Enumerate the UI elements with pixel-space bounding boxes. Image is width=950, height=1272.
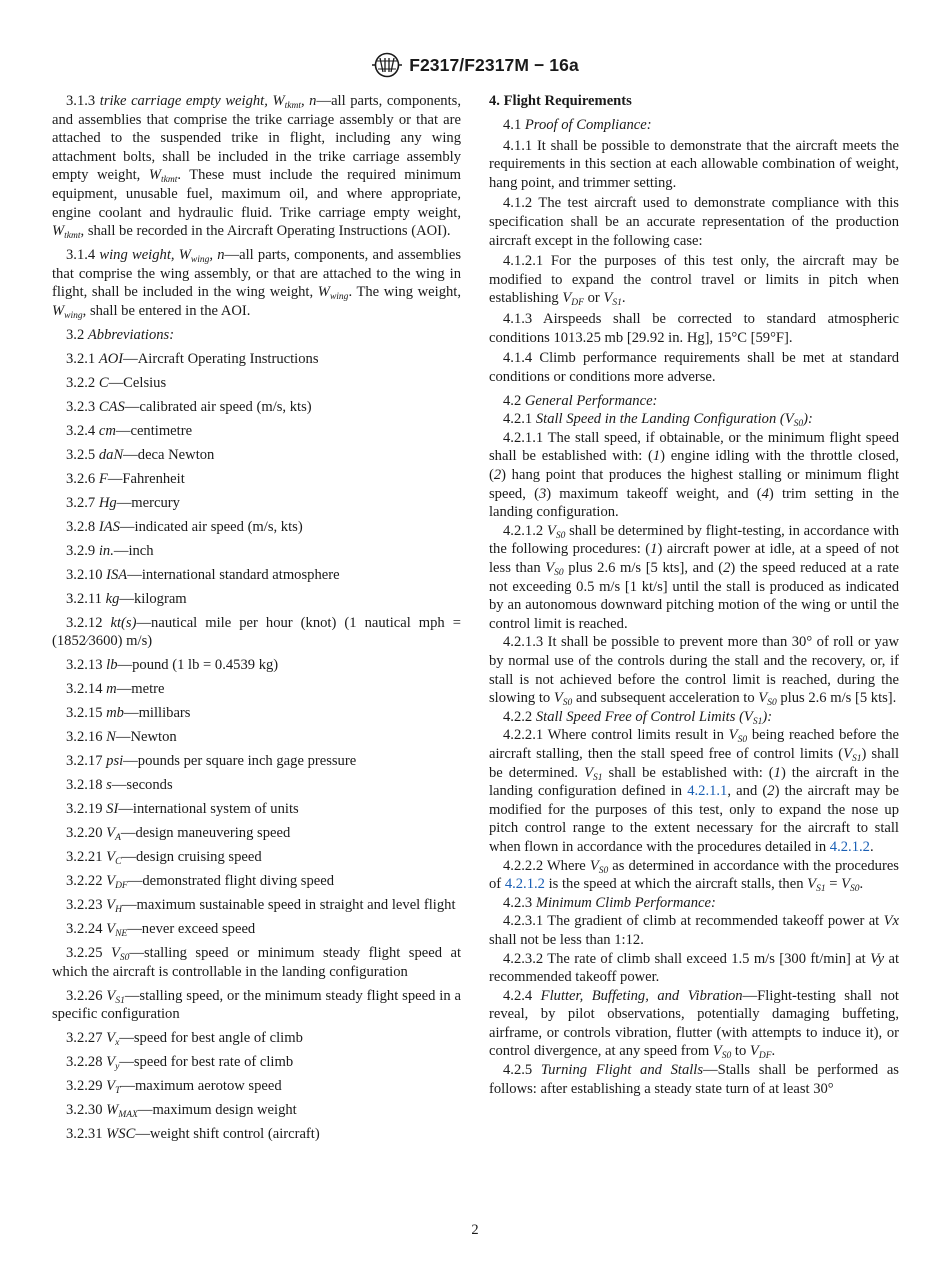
section-4-2-1-2: 4.2.1.2 $V_{S0}$ shall be determined by flight-testing, in accordance with the following procedures: (1) aircraft power at idle, at a speed of not less than $V_{S0}$ plus 2.6 m/s [5 kts], and (2) the speed reduced at a rate not exceeding 0.5 m/s [1 kt/s] until the stall is produced as indicated by an autonomous downward pitching motion of the wing or until the control limit is reached. [489,522,899,632]
section-4-1-2-1: 4.1.2.1 For the purposes of this test only, the aircraft may be modified to expand the control travel or limits in pitch when establishing $V_{DF}$ or $V_{S1}$. [489,253,899,309]
abbreviation-item: 3.2.22 $V_{DF}—demonstrated$ flight diving speed [66,873,335,892]
abbreviation-item: 3.2.9 in.—inch [66,542,154,559]
section-4-2-1: 4.2.1 Stall Speed in the Landing Configuration $(V_{S0})$: [503,411,813,430]
page-header [0,52,950,86]
right-column [489,92,899,1098]
abbreviation-item: 3.2.14 m—metre [66,681,165,698]
section-4-1: 4.1 Proof of Compliance: [503,116,652,133]
section-4-1-2: 4.1.2 The test aircraft used to demonstrate compliance with this specification shall be an accurate representation of the production aircraft except in the following case: [489,195,899,249]
section-4-2-2: 4.2.2 Stall Speed Free of Control Limits $(V_{S1})$: [503,708,773,727]
abbreviation-item: 3.2.2 C—Celsius [66,374,167,391]
abbreviation-item: 3.2.23 $V_H—maximum$ sustainable speed in straight and level flight [66,897,456,916]
abbreviation-item: 3.2.5 daN—deca Newton [66,446,215,463]
section-4-2-4: 4.2.4 Flutter, Buffeting, and Vibration—Flight-testing shall not reveal, by pilot observations, potentially damaging buffeting, airframe, or controls vibration, flutter (with attempts to induce it), or control divergence, at any speed from $V_{S0}$ to $V_{DF}$. [489,987,899,1062]
abbreviation-item: 3.2.21 $V_C—design$ cruising speed [66,849,262,868]
abbreviation-item: 3.2.6 F—Fahrenheit [66,470,185,487]
abbreviation-item: 3.2.15 mb—millibars [66,705,191,722]
link-4-2-1-1[interactable]: 4.2.1.1 [687,783,728,800]
abbreviation-item: 3.2.10 ISA—international standard atmosphere [66,566,340,583]
page-number: 2 [471,1222,479,1238]
abbreviation-item: 3.2.31 WSC—weight shift control (aircraft) [66,1126,320,1143]
abbreviation-item: 3.2.1 AOI—Aircraft Operating Instructions [66,350,319,367]
section-3-2-heading: 3.2 Abbreviations: [66,326,175,343]
standard-designation: F2317/F2317M − 16a [409,54,579,75]
left-column [52,92,461,1144]
abbreviation-item: 3.2.12 kt(s)—nautical mile per hour (knot) (1 nautical mph = (1852⁄3600) m/s) [52,614,461,650]
section-4-1-1: 4.1.1 It shall be possible to demonstrate that the aircraft meets the requirements in this section at each allowable combination of weight, hang point, and trimmer setting. [489,137,899,191]
section-4-1-3: 4.1.3 Airspeeds shall be corrected to standard atmospheric conditions 1013.25 mb [29.92 in. Hg], 15°C [59°F]. [489,310,899,346]
abbreviation-item: 3.2.17 psi—pounds per square inch gage pressure [66,753,357,770]
section-4-2-5: 4.2.5 Turning Flight and Stalls—Stalls shall be performed as follows: after establishing a steady state turn of at least 30° [489,1062,899,1097]
section-4-2-3: 4.2.3 Minimum Climb Performance: [503,894,716,911]
section-4-2-1-1: 4.2.1.1 The stall speed, if obtainable, or the minimum flight speed shall be established with: (1) engine idling with the throttle closed, (2) hang point that produces the highest stalling or minimum flight speed, (3) maximum takeoff weight, and (4) trim setting in the landing configuration. [489,429,900,521]
section-4-2-3-1: 4.2.3.1 The gradient of climb at recommended takeoff power at Vx shall not be less than 1:12. [489,913,899,948]
section-4-2-1-3: 4.2.1.3 It shall be possible to prevent more than 30° of roll or yaw by normal use of the controls during the stall and the recovery, or, if stall is not achieved before the control limit is reached, during the slowing to $V_{S0}$ and subsequent acceleration to $V_{S0}$ plus 2.6 m/s [5 kts]. [489,634,899,709]
abbreviation-item: 3.2.18 s—seconds [66,777,173,794]
link-4-2-1-2[interactable]: 4.2.1.2 [504,876,545,893]
link-4-2-1-2[interactable]: 4.2.1.2 [829,838,870,855]
abbreviation-item: 3.2.11 kg—kilogram [66,590,187,607]
abbreviation-item: 3.2.24 $V_{NE}—never$ exceed speed [66,921,256,940]
section-4-heading: 4. Flight Requirements [489,93,632,109]
section-3-1-4: 3.1.4 wing weight, $W_{wing}$, n—all parts, components, and assemblies that comprise the wing assembly, or that are attached to the wing in flight, shall be included in the wing weight, $W_{wing}$. The wing weight, $W_{wing}$, shall be entered in the AOI. [52,247,462,321]
abbreviation-item: 3.2.16 N—Newton [66,729,177,746]
abbreviation-item: 3.2.13 lb—pound (1 lb = 0.4539 kg) [66,657,279,674]
abbreviation-item: 3.2.7 Hg—mercury [66,494,180,511]
abbreviation-item: 3.2.28 $V_y—speed$ for best rate of climb [66,1054,294,1073]
abbreviation-item: 3.2.19 SI—international system of units [66,801,299,818]
abbreviation-item: 3.2.27 $V_x—speed$ for best angle of climb [66,1030,303,1049]
section-4-2-3-2: 4.2.3.2 The rate of climb shall exceed 1.5 m/s [300 ft/min] at Vy at recommended takeoff power. [489,950,899,986]
abbreviation-item: 3.2.8 IAS—indicated air speed (m/s, kts) [66,518,303,535]
abbreviation-item: 3.2.29 $V_T—maximum$ aerotow speed [66,1078,282,1097]
abbreviation-item: 3.2.20 $V_A—design$ maneuvering speed [66,825,291,844]
astm-logo-icon [371,52,403,78]
section-4-1-4: 4.1.4 Climb performance requirements shall be met at standard conditions or conditions more adverse. [489,350,899,385]
abbreviation-item: 3.2.4 cm—centimetre [66,422,193,439]
abbreviation-item: 3.2.25 $V_{S0}—stalling$ speed or minimum steady flight speed at which the aircraft is controllable in the landing configuration [52,945,461,980]
section-3-1-3: 3.1.3 trike carriage empty weight, $W_{tkmt}$, n—all parts, components, and assemblies that comprise the trike carriage assembly or that are attached to the suspended trike in flight, including any wing attachment bolts, shall be included in the trike carriage assembly empty weight, $W_{tkmt}$. These must include the required minimum equipment, unusable fuel, maximum oil, and where appropriate, engine coolant and hydraulic fluid. Trike carriage empty weight, $W_{tkmt}$, shall be recorded in the Aircraft Operating Instructions (AOI). [52,93,461,242]
section-4-2: 4.2 General Performance: [503,392,658,409]
abbreviation-list [52,350,461,1144]
section-4-2-2-2: 4.2.2.2 Where $V_{S0}$ as determined in accordance with the procedures of 4.2.1.2 is the speed at which the aircraft stalls, then $V_{S1} = V_{S0}$. [489,857,899,895]
abbreviation-item: 3.2.3 CAS—calibrated air speed (m/s, kts) [66,398,312,415]
abbreviation-item: 3.2.30 $W_{MAX}—maximum$ design weight [66,1102,297,1121]
abbreviation-item: 3.2.26 $V_{S1}—stalling$ speed, or the minimum steady flight speed in a specific configuration [52,987,461,1023]
section-4-2-2-1: 4.2.2.1 Where control limits result in $V_{S0}$ being reached before the aircraft stalling, then the stall speed free of control limits $(V_{S1})$ shall be determined. $V_{S1}$ shall be established with: (1) the aircraft in the landing configuration defined in 4.2.1.1, and (2) the aircraft may be modified for the purposes of this test, only to expand the nose up pitch control range to the extent necessary for the aircraft to stall when flown in accordance with the procedures detailed in 4.2.1.2. [489,727,899,855]
